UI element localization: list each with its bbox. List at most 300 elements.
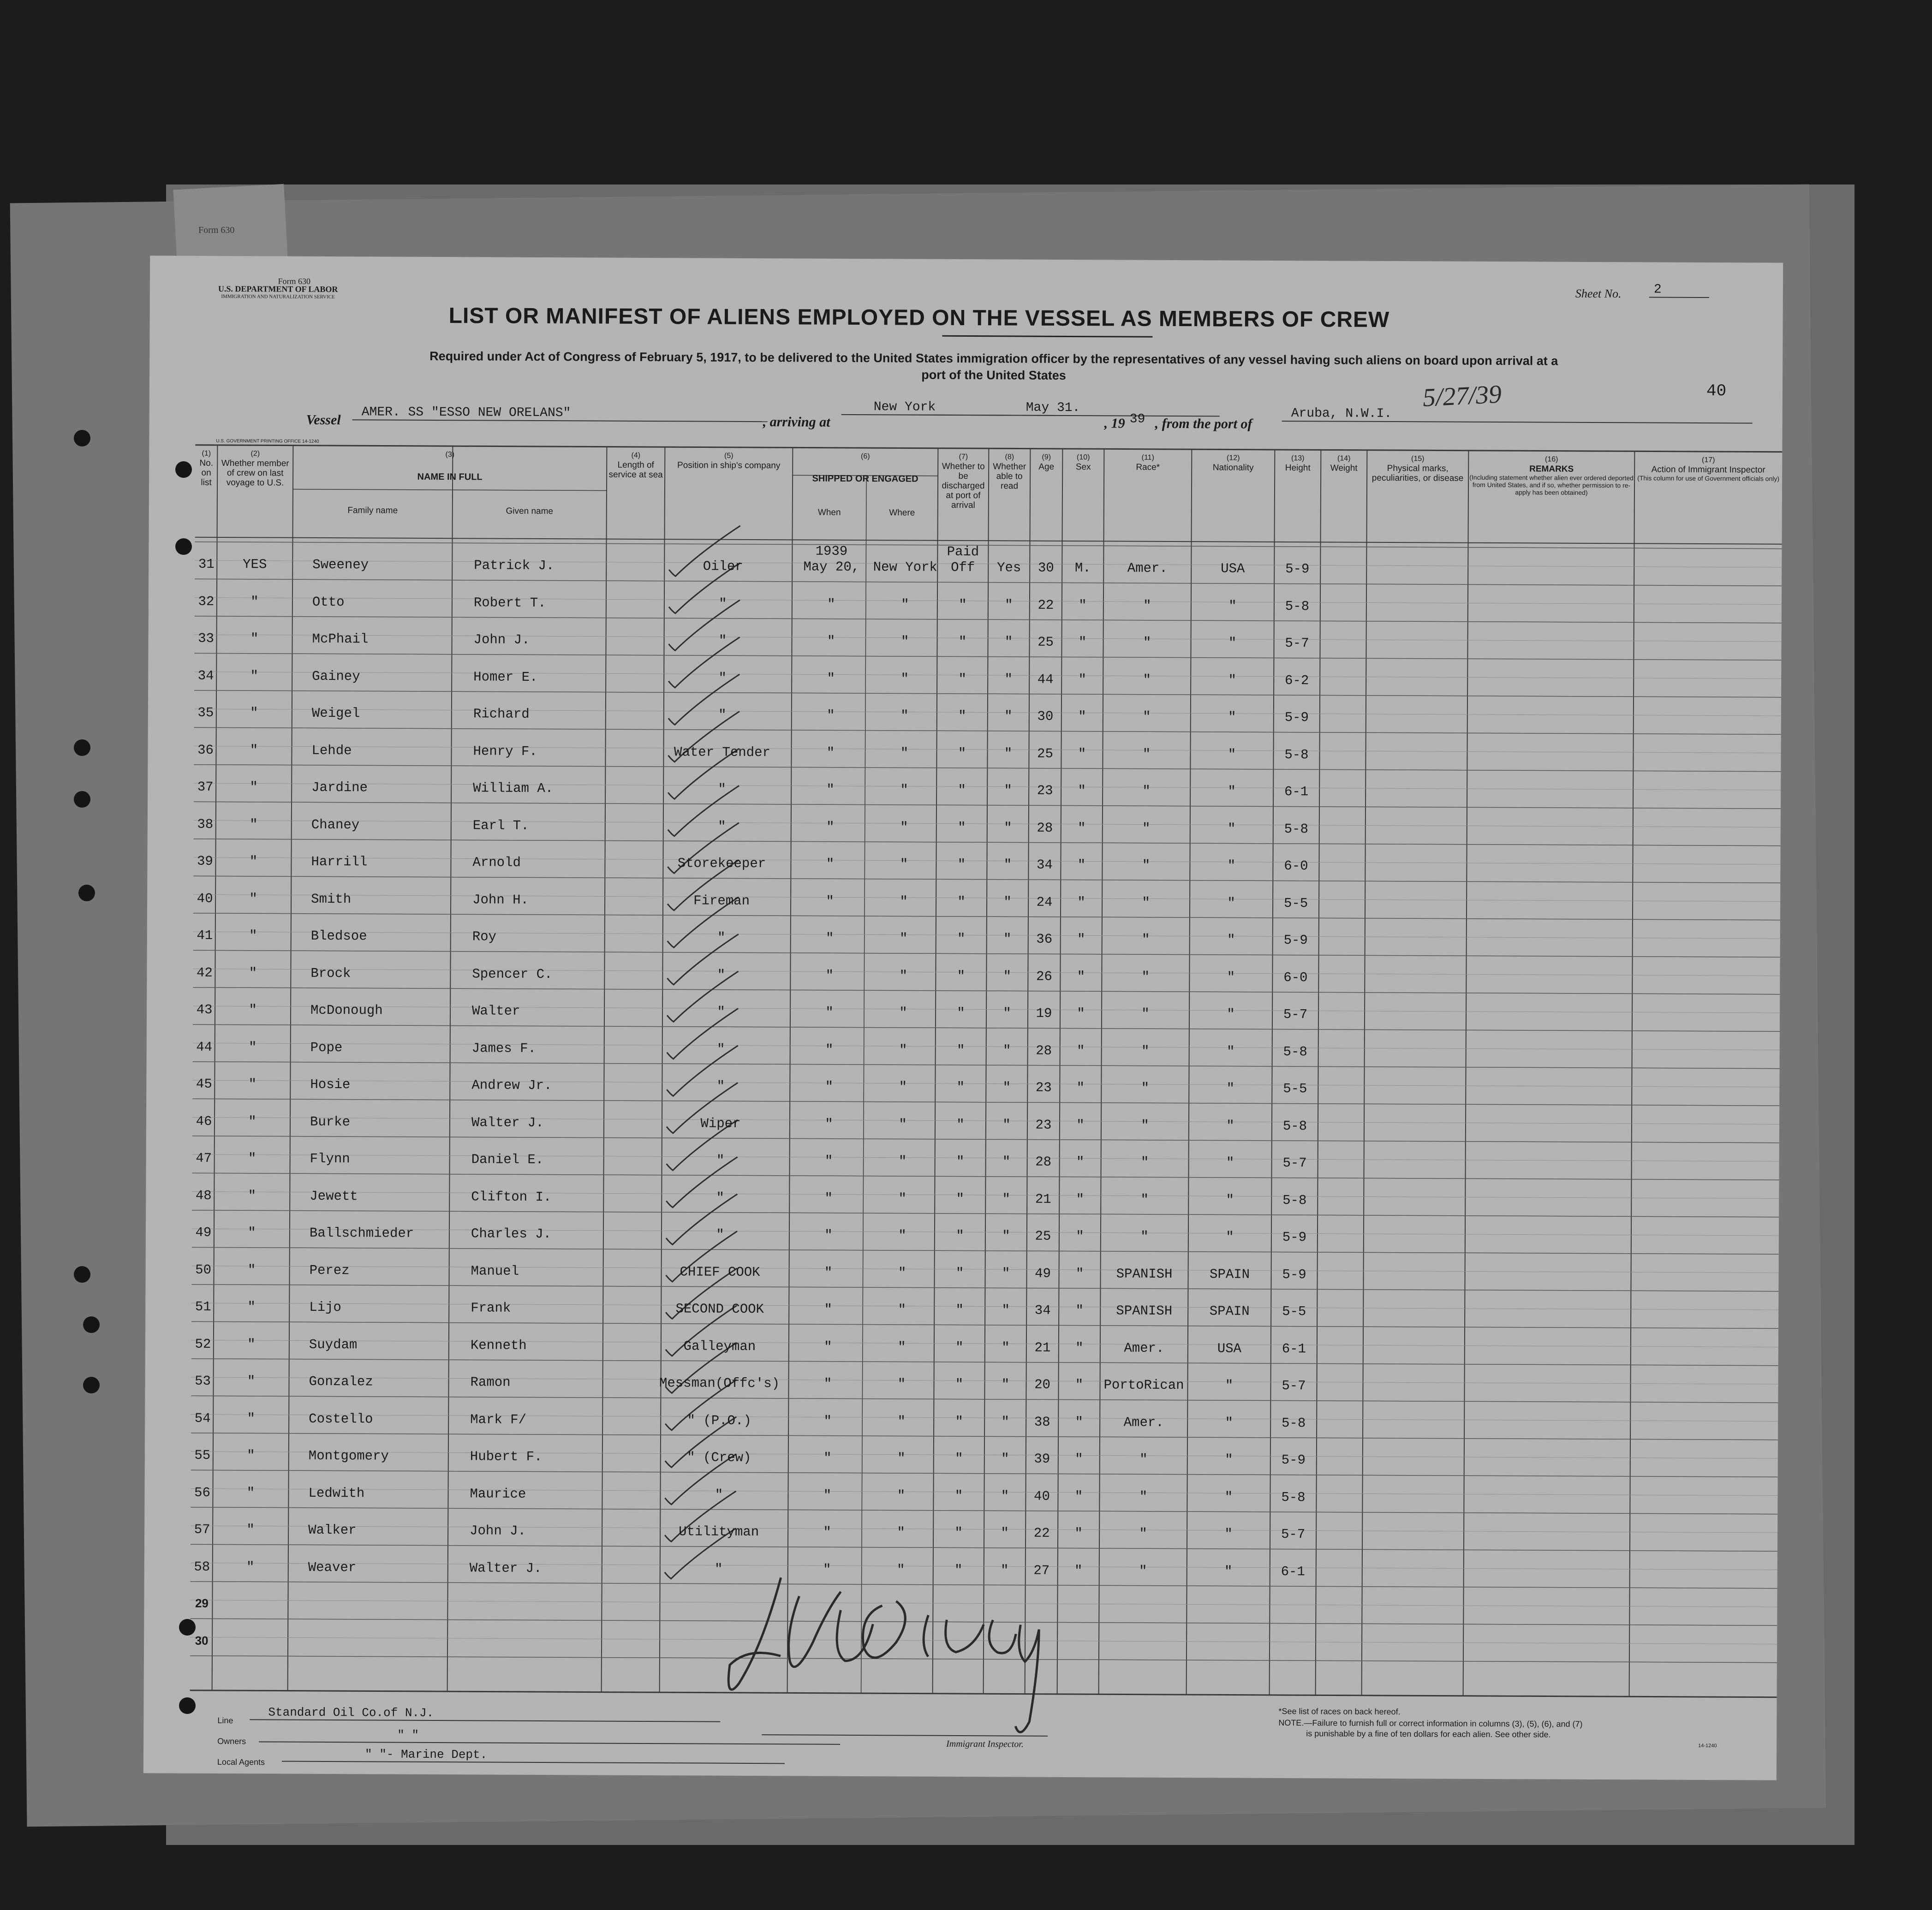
cell-where: " xyxy=(898,1228,906,1244)
cell-family: Chaney xyxy=(311,817,360,833)
cell-given: Mark F/ xyxy=(470,1411,527,1428)
cell-age: 24 xyxy=(1036,894,1053,910)
cell-age: 40 xyxy=(1033,1488,1050,1504)
cell-position: " xyxy=(716,1078,725,1094)
cell-age: 25 xyxy=(1037,746,1053,762)
grid-line xyxy=(1270,450,1275,1695)
year-prefix: , 19 xyxy=(1104,416,1125,431)
cell-no: 56 xyxy=(194,1485,210,1500)
inspector-label: Immigrant Inspector. xyxy=(946,1738,1024,1749)
cell-height: 5-8 xyxy=(1284,747,1309,762)
cell-position: " xyxy=(716,1190,725,1206)
column-label: Sex xyxy=(1075,462,1091,472)
cell-discharge: " xyxy=(958,634,967,650)
cell-crew: YES xyxy=(243,557,267,572)
cell-crew: " xyxy=(247,1448,255,1464)
cell-read: " xyxy=(1001,1525,1009,1541)
cell-when: " xyxy=(824,1302,833,1317)
cell-height: 5-7 xyxy=(1282,1378,1306,1394)
cell-crew: " xyxy=(250,594,259,609)
cell-height: 5-7 xyxy=(1283,1007,1308,1023)
grid-line xyxy=(1362,450,1367,1696)
cell-when: " xyxy=(827,596,835,612)
cell-sex: " xyxy=(1074,1563,1083,1578)
column-header-4 xyxy=(607,451,665,480)
cell-when: " xyxy=(823,1488,832,1503)
cell-no: 35 xyxy=(197,705,214,720)
grid-line xyxy=(787,447,793,1693)
cell-age: 38 xyxy=(1034,1414,1050,1430)
cell-discharge: " xyxy=(958,671,966,687)
line-label: Line xyxy=(217,1715,233,1726)
cell-when: " xyxy=(823,1524,831,1540)
cell-crew: " xyxy=(246,1522,255,1538)
cell-discharge: " xyxy=(956,1042,965,1058)
column-label: REMARKS xyxy=(1529,464,1574,474)
cell-read: " xyxy=(1002,1080,1011,1095)
cell-discharge: " xyxy=(958,820,966,835)
vessel-value: AMER. SS "ESSO NEW ORELANS" xyxy=(352,405,768,422)
cell-read: " xyxy=(1001,1488,1009,1504)
cell-where: " xyxy=(897,1562,905,1577)
cell-height: 5-8 xyxy=(1282,1118,1307,1134)
owners-value: " " xyxy=(259,1727,840,1744)
cell-age: 34 xyxy=(1034,1303,1051,1318)
cell-crew: " xyxy=(246,1559,255,1575)
cell-race: SPANISH xyxy=(1116,1303,1173,1319)
column-label: Height xyxy=(1285,463,1311,473)
cell-race: " xyxy=(1139,1452,1148,1467)
arriving-label: , arriving at xyxy=(763,414,830,430)
column-label: SHIPPED OR ENGAGED xyxy=(812,473,918,484)
cell-race: " xyxy=(1139,1563,1147,1579)
cell-no: 29 xyxy=(195,1596,209,1610)
column-header-2 xyxy=(217,449,293,488)
cell-sex: " xyxy=(1078,783,1086,799)
cell-where: " xyxy=(897,1488,906,1503)
cell-discharge: " xyxy=(954,1562,963,1578)
column-number: (4) xyxy=(631,451,641,459)
cell-when: " xyxy=(826,782,835,797)
cell-sex: " xyxy=(1076,1080,1085,1096)
cell-height: 5-7 xyxy=(1282,1155,1307,1171)
cell-read: " xyxy=(1002,1191,1011,1207)
column-header-16 xyxy=(1468,454,1634,497)
cell-read: " xyxy=(1003,968,1012,984)
cell-discharge: " xyxy=(955,1265,964,1281)
cell-read: " xyxy=(1004,745,1013,761)
column-number: (14) xyxy=(1337,454,1351,463)
cell-sex: " xyxy=(1078,820,1086,836)
cell-read: " xyxy=(1004,783,1012,798)
cell-no: 42 xyxy=(196,965,213,981)
cell-height: 5-9 xyxy=(1285,561,1310,577)
cell-no: 43 xyxy=(196,1002,213,1017)
handwritten-date: 5/27/39 xyxy=(1422,380,1503,412)
cell-given: Spencer C. xyxy=(472,966,553,982)
column-label: Whether able to read xyxy=(993,462,1026,491)
column-label: Whether member of crew on last voyage to U.S. xyxy=(221,458,289,488)
column-header-9 xyxy=(1030,452,1062,472)
column-subheader: When xyxy=(817,507,841,518)
cell-sex: " xyxy=(1075,1452,1083,1467)
cell-position: " xyxy=(715,1561,723,1577)
cell-given: Hubert F. xyxy=(470,1449,543,1465)
grid-line xyxy=(984,448,989,1694)
cell-when: " xyxy=(826,856,835,872)
cell-sex: " xyxy=(1076,1154,1085,1170)
cell-when: " xyxy=(827,633,835,649)
column-header-10 xyxy=(1062,452,1104,472)
cell-height: 5-9 xyxy=(1282,1230,1307,1245)
cell-position: " xyxy=(716,1153,725,1168)
cell-crew: " xyxy=(247,1374,256,1389)
cell-family: Ballschmieder xyxy=(309,1225,414,1241)
cell-no: 58 xyxy=(194,1559,210,1575)
cell-given: Frank xyxy=(471,1300,511,1316)
cell-sex: " xyxy=(1077,969,1085,984)
cell-discharge: " xyxy=(957,1005,965,1021)
cell-given: Roy xyxy=(472,929,497,945)
punch-hole xyxy=(74,1266,90,1283)
cell-given: Arnold xyxy=(472,855,521,870)
cell-position: " (P.O.) xyxy=(687,1412,751,1428)
cell-when: " xyxy=(826,819,835,835)
column-header-8 xyxy=(989,452,1030,491)
grid-line xyxy=(447,446,453,1691)
punch-hole xyxy=(179,1697,196,1714)
cell-crew: " xyxy=(250,779,258,795)
cell-height: 5-8 xyxy=(1281,1489,1306,1505)
cell-sex: " xyxy=(1075,1266,1084,1281)
cell-discharge: " xyxy=(956,1154,965,1170)
cell-no: 31 xyxy=(198,556,215,572)
cell-height: 6-1 xyxy=(1284,784,1309,800)
column-number: (8) xyxy=(1005,453,1014,461)
agents-label: Local Agents xyxy=(217,1757,265,1767)
cell-discharge: " xyxy=(956,1228,964,1244)
cell-sex: " xyxy=(1077,1006,1085,1022)
cell-family: McDonough xyxy=(310,1002,383,1018)
cell-crew: " xyxy=(250,742,258,758)
cell-family: Suydam xyxy=(309,1337,358,1352)
cell-where: " xyxy=(897,1525,905,1541)
cell-where: New York xyxy=(873,559,937,575)
cell-family: Otto xyxy=(312,594,345,610)
cell-height: 5-9 xyxy=(1281,1452,1306,1468)
cell-nationality: " xyxy=(1227,969,1235,985)
cell-discharge: " xyxy=(956,1191,965,1207)
cell-read: " xyxy=(1005,597,1013,613)
cell-crew: " xyxy=(248,1077,257,1092)
cell-given: Walter xyxy=(471,1003,520,1019)
cell-race: " xyxy=(1143,635,1151,650)
cell-family: Smith xyxy=(311,891,352,907)
cell-race: " xyxy=(1141,1043,1150,1059)
cell-given: Kenneth xyxy=(470,1337,527,1353)
column-label: No. on list xyxy=(199,458,214,488)
cell-no: 54 xyxy=(194,1410,211,1426)
cell-read: " xyxy=(1004,708,1013,724)
cell-no: 52 xyxy=(195,1336,211,1352)
cell-position: " xyxy=(719,596,727,612)
cell-age: 30 xyxy=(1038,560,1054,576)
cell-height: 5-8 xyxy=(1281,1415,1306,1431)
cell-nationality: " xyxy=(1226,1155,1234,1171)
cell-where: " xyxy=(899,968,908,983)
cell-read: " xyxy=(1003,857,1012,873)
cell-nationality: " xyxy=(1228,635,1237,651)
cell-discharge: " xyxy=(955,1376,964,1392)
cell-position: " xyxy=(717,967,726,983)
cell-where: " xyxy=(900,634,909,649)
cell-age: 27 xyxy=(1033,1563,1050,1578)
cell-position: " xyxy=(718,670,727,686)
cell-discharge: " xyxy=(959,597,967,613)
cell-age: 19 xyxy=(1036,1006,1052,1021)
punch-hole xyxy=(74,739,90,756)
column-label: Position in ship's company xyxy=(677,460,781,471)
column-header-5 xyxy=(665,451,793,470)
check-mark xyxy=(668,600,739,651)
cell-crew: " xyxy=(248,1039,257,1055)
cell-given: Robert T. xyxy=(473,595,546,611)
owners-label: Owners xyxy=(217,1736,246,1746)
cell-read: " xyxy=(1004,634,1013,650)
cell-where: " xyxy=(897,1413,906,1429)
cell-height: 5-8 xyxy=(1282,1192,1307,1208)
column-header-17 xyxy=(1634,455,1782,482)
cell-crew: " xyxy=(248,1151,256,1166)
cell-when: " xyxy=(823,1450,832,1466)
cell-height: 5-9 xyxy=(1283,933,1308,948)
cell-where: " xyxy=(897,1451,906,1466)
grid-line xyxy=(933,448,938,1694)
column-label: Whether to be discharged at port of arrival xyxy=(942,461,985,511)
grid-line xyxy=(1187,449,1192,1695)
cell-discharge: Off xyxy=(951,559,975,576)
cell-age: 28 xyxy=(1035,1154,1052,1170)
cell-nationality: " xyxy=(1224,1526,1233,1542)
cell-height: 5-7 xyxy=(1285,636,1309,651)
column-label: Length of service at sea xyxy=(608,460,663,480)
punch-hole xyxy=(179,1619,196,1636)
cell-crew: " xyxy=(248,1188,256,1203)
grid-line xyxy=(288,446,293,1691)
cell-position: " xyxy=(718,781,726,797)
column-header-15 xyxy=(1367,454,1468,483)
cell-age: 39 xyxy=(1034,1451,1050,1467)
cell-race: Amer. xyxy=(1123,1415,1164,1430)
punch-hole xyxy=(175,461,192,478)
cell-height: 6-1 xyxy=(1282,1341,1306,1357)
cell-crew: " xyxy=(247,1299,256,1315)
column-header-3 xyxy=(293,449,607,483)
cell-nationality: USA xyxy=(1217,1340,1242,1357)
cell-no: 45 xyxy=(196,1076,212,1092)
punch-hole xyxy=(78,885,95,901)
cell-family: Jewett xyxy=(310,1188,358,1204)
cell-given: Henry F. xyxy=(473,743,537,759)
cell-no: 40 xyxy=(197,891,213,906)
cell-crew: " xyxy=(250,631,259,647)
cell-when: " xyxy=(827,671,835,686)
cell-age: 34 xyxy=(1036,857,1053,873)
cell-position: Fireman xyxy=(693,893,750,909)
cell-height: 5-5 xyxy=(1282,1304,1306,1320)
column-number: (10) xyxy=(1077,453,1090,462)
grid-line xyxy=(660,447,665,1692)
cell-family: Jardine xyxy=(311,779,368,796)
cell-crew: " xyxy=(247,1410,255,1426)
grid-line xyxy=(1463,451,1469,1696)
cell-read: " xyxy=(1001,1414,1009,1429)
cell-sex: " xyxy=(1078,746,1086,762)
grid-line xyxy=(1316,450,1321,1695)
grid-line xyxy=(861,476,867,1693)
cell-race: " xyxy=(1139,1489,1148,1505)
cell-family: Walker xyxy=(308,1522,357,1538)
cell-race: " xyxy=(1139,1526,1147,1541)
cell-when: " xyxy=(825,1079,834,1095)
cell-discharge: " xyxy=(954,1488,963,1504)
column-label: Race* xyxy=(1136,462,1160,472)
cell-sex: " xyxy=(1076,1117,1085,1133)
cell-height: 6-2 xyxy=(1285,672,1309,688)
cell-race: Amer. xyxy=(1124,1340,1164,1356)
cell-height: 5-9 xyxy=(1284,710,1309,726)
column-number: (15) xyxy=(1411,455,1425,463)
cell-position: " xyxy=(715,1487,723,1503)
subtitle-line1: Required under Act of Congress of February 5, 1917, to be delivered to the United States immigration officer by the representatives of any vessel having such aliens on board upon arrival at a xyxy=(429,349,1558,368)
column-subheader: Family name xyxy=(347,506,398,516)
cell-age: 20 xyxy=(1034,1377,1051,1392)
page-title: LIST OR MANIFEST OF ALIENS EMPLOYED ON THE VESSEL AS MEMBERS OF CREW xyxy=(448,303,1390,333)
cell-nationality: " xyxy=(1225,1452,1233,1468)
cell-nationality: " xyxy=(1224,1489,1233,1505)
cell-position: " xyxy=(718,819,726,834)
cell-crew: " xyxy=(247,1262,256,1278)
line-value: Standard Oil Co.of N.J. xyxy=(250,1705,720,1722)
check-mark xyxy=(668,637,739,688)
cell-where: " xyxy=(901,596,909,612)
cell-sex: " xyxy=(1077,857,1086,873)
cell-height: 5-7 xyxy=(1281,1527,1306,1542)
cell-no: 36 xyxy=(197,742,214,758)
column-number: (7) xyxy=(959,452,968,461)
agents-value: " "- Marine Dept. xyxy=(282,1747,785,1764)
cell-family: Bledsoe xyxy=(310,928,367,944)
cell-nationality: " xyxy=(1227,895,1235,911)
column-number: (17) xyxy=(1702,456,1715,464)
cell-race: " xyxy=(1142,746,1151,762)
cell-sex: " xyxy=(1075,1340,1084,1356)
column-label: Age xyxy=(1038,462,1055,472)
check-mark xyxy=(667,1008,738,1059)
cell-where: " xyxy=(899,931,908,946)
column-number: (3) xyxy=(445,451,455,459)
cell-nationality: " xyxy=(1226,1192,1234,1208)
footnote-penalty: NOTE.—Failure to furnish full or correct information in columns (3), (5), (6), and (7) xyxy=(1278,1718,1583,1729)
cell-read: " xyxy=(1002,1265,1010,1281)
punch-hole xyxy=(74,430,90,446)
cell-where: " xyxy=(899,1079,907,1095)
cell-age: 49 xyxy=(1035,1266,1051,1281)
cell-given: Richard xyxy=(473,706,530,722)
cell-discharge: " xyxy=(958,708,966,724)
cell-age: 30 xyxy=(1037,708,1054,724)
grid-line xyxy=(1629,451,1635,1696)
cell-where: " xyxy=(898,1190,907,1206)
cell-nationality: " xyxy=(1225,1378,1234,1393)
form-number: Form 630 xyxy=(278,276,311,286)
date-value: May 31. xyxy=(906,400,1220,417)
page-mark: 40 xyxy=(1706,381,1727,401)
footnote-races: *See list of races on back hereof. xyxy=(1278,1706,1401,1717)
cell-sex: " xyxy=(1076,1191,1085,1207)
cell-read: " xyxy=(1004,671,1013,687)
cell-nationality: " xyxy=(1227,858,1236,874)
cell-nationality: " xyxy=(1226,1118,1234,1134)
cell-when-year: 1939 xyxy=(815,543,848,559)
cell-when: " xyxy=(825,930,834,946)
arriving-value: New York xyxy=(841,400,1063,416)
column-number: (2) xyxy=(250,450,260,458)
cell-crew: " xyxy=(246,1485,255,1500)
cell-position: " xyxy=(718,707,727,723)
cell-no: 38 xyxy=(197,816,214,832)
cell-family: Pope xyxy=(310,1040,343,1055)
cell-age: 25 xyxy=(1038,634,1054,650)
cell-read: " xyxy=(1002,1303,1010,1318)
cell-when: " xyxy=(824,1153,833,1169)
cell-position: " xyxy=(718,633,727,649)
grid-line xyxy=(1099,449,1104,1694)
cell-discharge: " xyxy=(956,1079,965,1095)
cell-when: " xyxy=(825,968,834,983)
cell-position: " xyxy=(716,1041,725,1057)
cell-discharge: " xyxy=(955,1451,963,1467)
cell-given: Andrew Jr. xyxy=(471,1077,552,1094)
cell-sex: " xyxy=(1078,709,1086,725)
column-number: (16) xyxy=(1545,455,1558,464)
cell-given: Patrick J. xyxy=(474,558,555,574)
cell-read: " xyxy=(1002,1228,1010,1244)
cell-no: 39 xyxy=(197,853,213,869)
cell-nationality: " xyxy=(1226,1081,1235,1096)
cell-no: 41 xyxy=(197,928,213,943)
cell-position: Storekeeper xyxy=(677,856,766,872)
cell-read: " xyxy=(1002,1154,1011,1170)
cell-no: 49 xyxy=(195,1225,212,1240)
cell-age: 23 xyxy=(1037,783,1053,798)
column-header-14 xyxy=(1321,453,1367,473)
punch-hole xyxy=(83,1377,100,1393)
cell-where: " xyxy=(900,745,909,761)
cell-when: " xyxy=(824,1227,833,1243)
column-number: (6) xyxy=(860,452,870,461)
check-mark xyxy=(666,1194,737,1245)
column-note: (This column for use of Government officials only) xyxy=(1637,474,1780,482)
cell-race: " xyxy=(1142,783,1151,799)
cell-where: " xyxy=(900,819,908,835)
check-mark xyxy=(668,785,739,837)
punch-hole xyxy=(83,1316,100,1333)
cell-family: Montgomery xyxy=(308,1448,389,1464)
cell-when: May 20, xyxy=(803,559,860,575)
footnote-penalty-cont: is punishable by a fine of ten dollars for each alien. See other side. xyxy=(1306,1729,1551,1739)
cell-discharge: " xyxy=(955,1339,964,1355)
